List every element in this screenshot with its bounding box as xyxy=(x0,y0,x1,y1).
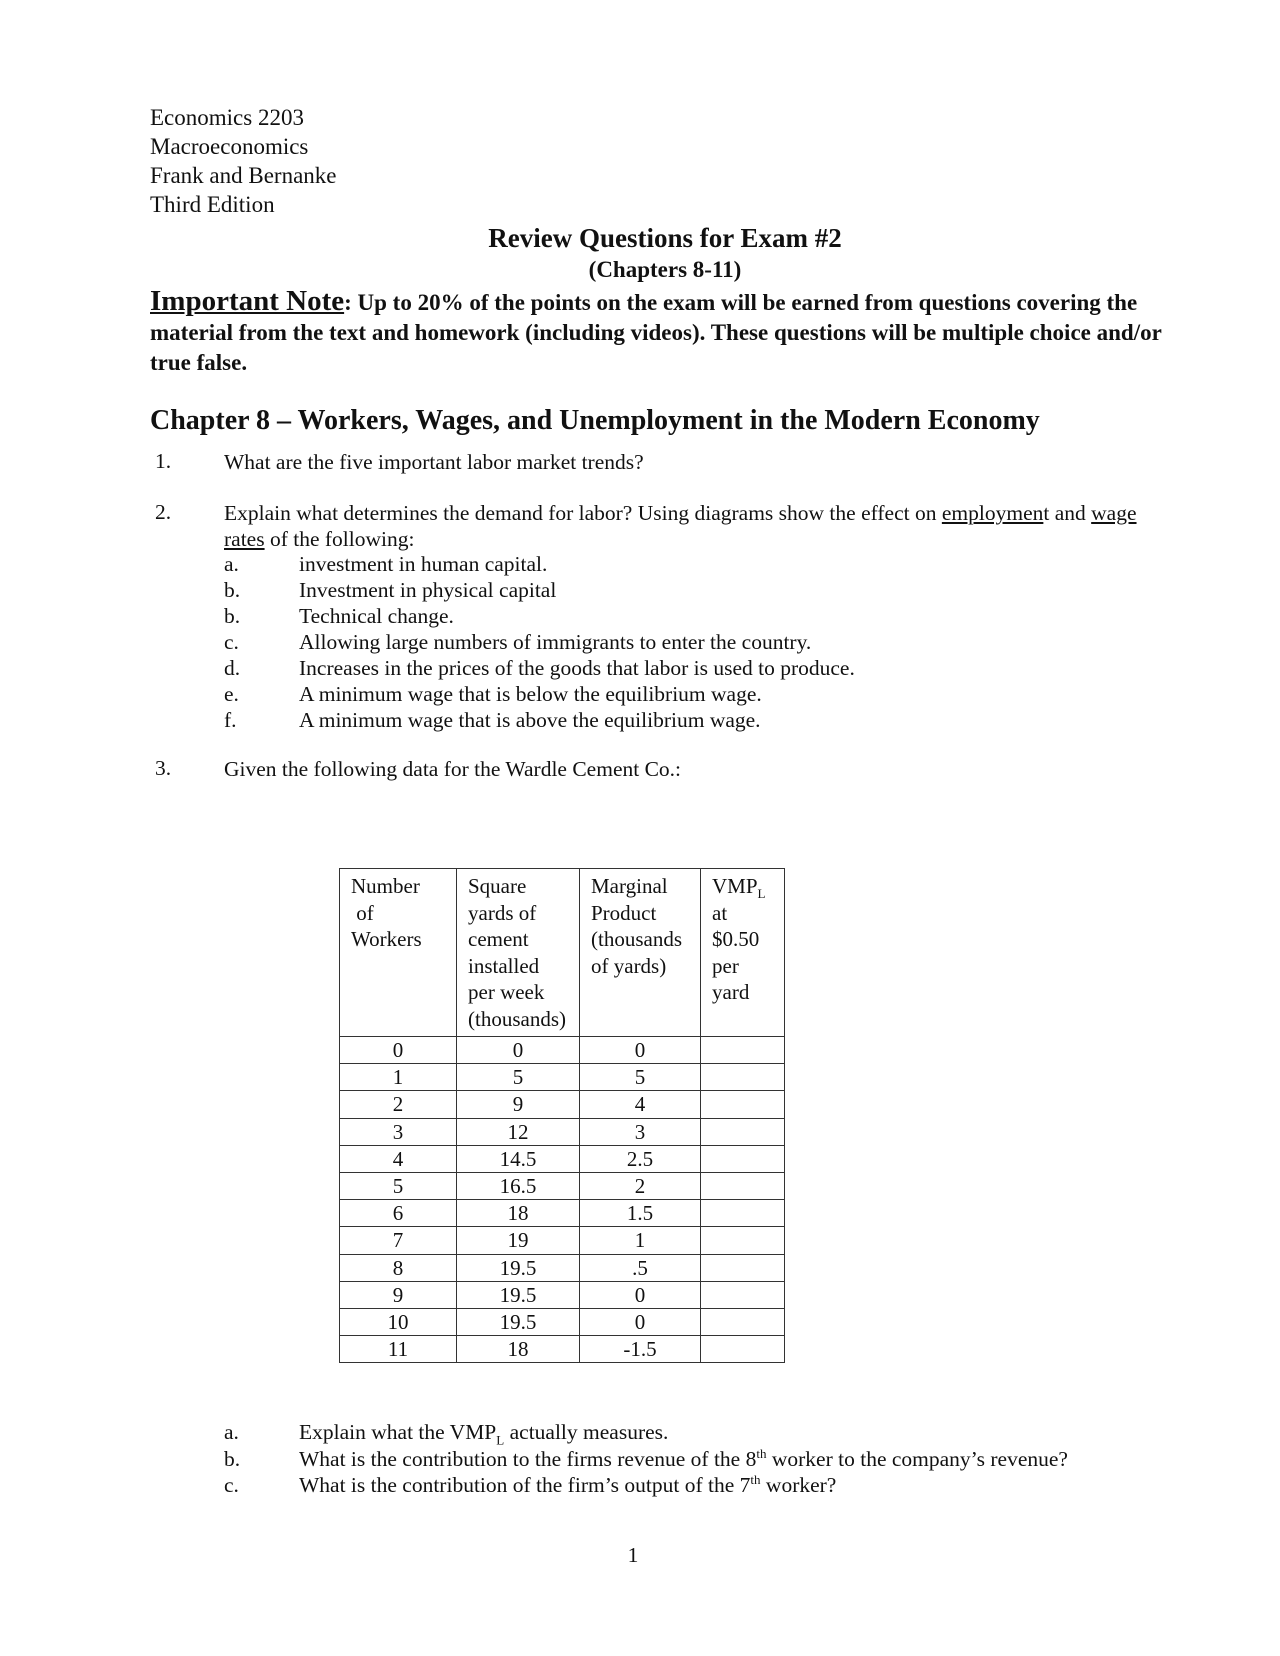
table-row xyxy=(340,1145,785,1172)
cell-marginal-product: -1.5 xyxy=(580,1336,701,1363)
cell-square-yards: 19 xyxy=(457,1227,580,1254)
course-header xyxy=(150,103,337,219)
header-line: Product xyxy=(591,900,657,925)
cell-marginal-product: 4 xyxy=(580,1091,701,1118)
cell-square-yards: 5 xyxy=(457,1064,580,1091)
cell-workers: 5 xyxy=(340,1172,457,1199)
table-row xyxy=(340,1308,785,1335)
header-number-of-workers xyxy=(340,869,457,1037)
item-text-part: worker to the company’s revenue? xyxy=(766,1447,1068,1471)
item-text-part: What is the contribution of the firm’s output of the 7 xyxy=(299,1473,751,1497)
header-line: yard xyxy=(712,980,750,1004)
item-label: a. xyxy=(224,1420,239,1444)
item-label: b. xyxy=(224,1447,241,1471)
item-label: d. xyxy=(224,656,241,680)
question-2-text-part: Explain what determines the demand for labor? Using diagrams show the effect on xyxy=(224,501,942,525)
textbook-authors: Frank and Bernanke xyxy=(150,163,337,188)
cell-marginal-product: 1 xyxy=(580,1227,701,1254)
header-line: Number xyxy=(351,874,420,898)
item-label: c. xyxy=(224,1473,239,1497)
cell-workers: 4 xyxy=(340,1145,457,1172)
cell-vmpl xyxy=(701,1145,785,1172)
ordinal-superscript: th xyxy=(750,1471,761,1487)
header-line: Square xyxy=(468,874,527,898)
header-line: at xyxy=(712,900,728,925)
item-label: c. xyxy=(224,630,239,654)
course-name: Macroeconomics xyxy=(150,134,309,159)
cell-square-yards: 0 xyxy=(457,1037,580,1064)
question-2-number: 2. xyxy=(155,500,172,524)
table-row xyxy=(340,1281,785,1308)
table-row xyxy=(340,1227,785,1254)
cell-vmpl xyxy=(701,1172,785,1199)
cell-marginal-product: 1.5 xyxy=(580,1200,701,1227)
item-label: b. xyxy=(224,578,241,602)
chapter-heading: Chapter 8 – Workers, Wages, and Unemployment in the Modern Economy xyxy=(150,405,1040,436)
cell-workers: 9 xyxy=(340,1281,457,1308)
cell-marginal-product: 3 xyxy=(580,1118,701,1145)
item-text-part: worker? xyxy=(760,1473,837,1497)
item-text-part: Explain what the VMP xyxy=(299,1420,497,1444)
table-body xyxy=(340,1037,785,1363)
cell-square-yards: 19.5 xyxy=(457,1254,580,1281)
table-row xyxy=(340,1037,785,1064)
cell-workers: 2 xyxy=(340,1091,457,1118)
item-text: investment in human capital. xyxy=(299,552,548,576)
header-line: (thousands xyxy=(591,927,682,951)
header-line: (thousands) xyxy=(468,1006,566,1031)
cell-workers: 11 xyxy=(340,1336,457,1363)
question-3-text: Given the following data for the Wardle Cement Co.: xyxy=(224,757,682,781)
cell-square-yards: 16.5 xyxy=(457,1172,580,1199)
note-label: Important Note xyxy=(150,285,345,317)
header-line: of xyxy=(351,900,374,925)
vmp-text: VMP xyxy=(712,874,758,898)
cell-square-yards: 18 xyxy=(457,1200,580,1227)
header-marginal-product xyxy=(580,869,701,1037)
item-label: f. xyxy=(224,708,237,732)
ordinal-superscript: th xyxy=(756,1445,767,1461)
header-line: per xyxy=(712,953,739,978)
item-text-part: What is the contribution to the firms revenue of the 8 xyxy=(299,1447,757,1471)
cell-square-yards: 19.5 xyxy=(457,1308,580,1335)
cell-vmpl xyxy=(701,1064,785,1091)
cell-workers: 3 xyxy=(340,1118,457,1145)
item-text: Technical change. xyxy=(299,604,454,628)
note-text: Up to 20% of the points on the exam will be earned from questions covering the material from the text and homework (including videos). These questions will be multiple choice and/or true false. xyxy=(150,290,1162,375)
cell-vmpl xyxy=(701,1254,785,1281)
cell-vmpl xyxy=(701,1037,785,1064)
important-note xyxy=(150,286,1180,378)
item-text-part: actually measures. xyxy=(504,1420,669,1444)
cell-vmpl xyxy=(701,1281,785,1308)
question-1-text: What are the five important labor market trends? xyxy=(224,450,644,474)
header-line: $0.50 xyxy=(712,927,760,951)
item-text: A minimum wage that is below the equilibrium wage. xyxy=(299,682,762,706)
cell-marginal-product: 5 xyxy=(580,1064,701,1091)
item-text xyxy=(299,1446,1068,1473)
cell-vmpl xyxy=(701,1200,785,1227)
item-text xyxy=(299,1419,668,1446)
cell-workers: 10 xyxy=(340,1308,457,1335)
item-label: b. xyxy=(224,604,241,628)
cell-square-yards: 19.5 xyxy=(457,1281,580,1308)
cell-workers: 6 xyxy=(340,1200,457,1227)
header-line: cement xyxy=(468,927,529,951)
cell-marginal-product: 0 xyxy=(580,1037,701,1064)
header-square-yards xyxy=(457,869,580,1037)
cell-workers: 7 xyxy=(340,1227,457,1254)
cell-square-yards: 9 xyxy=(457,1091,580,1118)
header-vmpl xyxy=(701,869,785,1037)
cell-marginal-product: 0 xyxy=(580,1281,701,1308)
cell-vmpl xyxy=(701,1227,785,1254)
question-3-number: 3. xyxy=(155,756,172,780)
page-number: 1 xyxy=(627,1543,639,1567)
cell-workers: 0 xyxy=(340,1037,457,1064)
cell-square-yards: 14.5 xyxy=(457,1145,580,1172)
vmp-subscript: L xyxy=(757,886,766,902)
cell-marginal-product: 2.5 xyxy=(580,1145,701,1172)
wardle-cement-table xyxy=(339,868,785,1363)
item-text: Increases in the prices of the goods that labor is used to produce. xyxy=(299,656,855,680)
cell-vmpl xyxy=(701,1091,785,1118)
question-2-text-part: t and xyxy=(1043,501,1092,525)
page-title: Review Questions for Exam #2 xyxy=(488,223,842,253)
item-text: A minimum wage that is above the equilibrium wage. xyxy=(299,708,761,732)
header-line: Marginal xyxy=(591,874,668,898)
header-line xyxy=(712,873,776,900)
table-row xyxy=(340,1091,785,1118)
table-header-row xyxy=(340,869,785,1037)
course-number: Economics 2203 xyxy=(150,105,304,130)
table-row xyxy=(340,1336,785,1363)
cell-vmpl xyxy=(701,1308,785,1335)
cell-square-yards: 12 xyxy=(457,1118,580,1145)
note-colon: : xyxy=(344,290,352,315)
cell-marginal-product: .5 xyxy=(580,1254,701,1281)
question-1-number: 1. xyxy=(155,449,172,473)
item-text xyxy=(299,1472,836,1499)
question-2-underlined-wage-rates: wage rates xyxy=(224,501,1137,551)
table-row xyxy=(340,1064,785,1091)
vmp-subscript: L xyxy=(496,1432,505,1448)
table-row xyxy=(340,1172,785,1199)
header-line: per week xyxy=(468,980,545,1004)
cell-vmpl xyxy=(701,1336,785,1363)
question-2-text xyxy=(224,500,1154,552)
cell-workers: 1 xyxy=(340,1064,457,1091)
cell-vmpl xyxy=(701,1118,785,1145)
item-label: e. xyxy=(224,682,239,706)
question-2-text-part: of the following: xyxy=(264,527,415,551)
item-text: Allowing large numbers of immigrants to enter the country. xyxy=(299,630,812,654)
cell-marginal-product: 2 xyxy=(580,1172,701,1199)
table-row xyxy=(340,1118,785,1145)
page-subtitle: (Chapters 8-11) xyxy=(588,257,742,282)
question-2-underlined-employment: employmen xyxy=(941,501,1044,525)
item-label: a. xyxy=(224,552,239,576)
header-line: yards of xyxy=(468,900,537,925)
header-line: of yards) xyxy=(591,953,667,978)
cell-marginal-product: 0 xyxy=(580,1308,701,1335)
table-row xyxy=(340,1200,785,1227)
item-text: Investment in physical capital xyxy=(299,578,557,602)
header-line: Workers xyxy=(351,927,422,951)
header-line: installed xyxy=(468,953,540,978)
cell-square-yards: 18 xyxy=(457,1336,580,1363)
cell-workers: 8 xyxy=(340,1254,457,1281)
table-row xyxy=(340,1254,785,1281)
textbook-edition: Third Edition xyxy=(150,192,275,217)
